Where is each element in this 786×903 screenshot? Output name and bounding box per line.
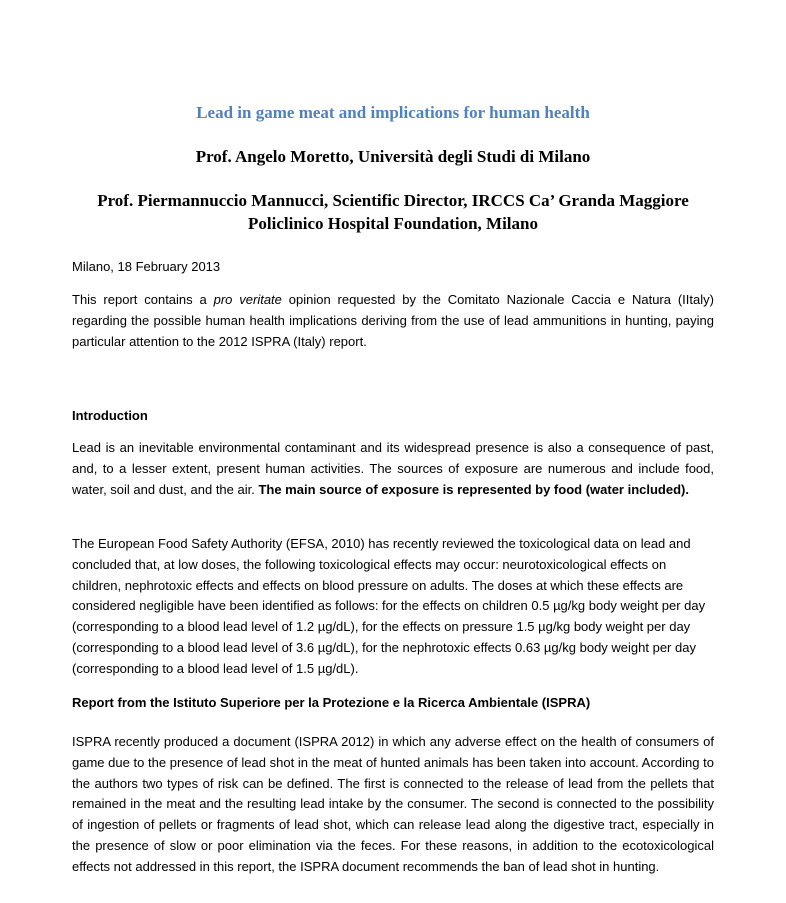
document-title: Lead in game meat and implications for human health <box>196 103 590 122</box>
intro-text-end: opinion requested by the Comitato Nazionale Caccia e Natura (IItaly) regarding the possible human health implications deriving from the use of lead ammunitions in hunting, paying particular attention to the 2012 ISPRA (Italy) report. <box>72 292 714 349</box>
section-heading-introduction: Introduction <box>72 408 148 423</box>
author-line-2-second: Policlinico Hospital Foundation, Milano <box>248 214 538 233</box>
section-heading-ispra: Report from the Istituto Superiore per la Protezione e la Ricerca Ambientale (ISPRA) <box>72 695 591 710</box>
intro-italic: pro veritate <box>213 292 282 307</box>
ispra-paragraph-1: ISPRA recently produced a document (ISPRA 2012) in which any adverse effect on the health of consumers of game due to the presence of lead shot in the meat of hunted animals has been taken into account. According to the authors two types of risk can be defined. The first is connected to the release of lead from the pellets that remained in the meat and the resulting lead intake by the consumer. The second is connected to the possibility of ingestion of pellets or fragments of lead shot, which can release lead along the digestive tract, especially in the presence of slow or poor elimination via the feces. For these reasons, in addition to the ecotoxicological effects not addressed in this report, the ISPRA document recommends the ban of lead shot in hunting. <box>72 734 714 874</box>
intro-text-start: This report contains a <box>72 292 214 307</box>
introduction-paragraph-2: The European Food Safety Authority (EFSA, 2010) has recently reviewed the toxicological data on lead and concluded that, at low doses, the following toxicological effects may occur: neurotoxicological effects on children, nephrotoxic effects and effects on blood pressure on adults. The doses at which these effects are considered negligible have been identified as follows: for the effects on children 0.5 µg/kg body weight per day (corresponding to a blood lead level of 1.2 µg/dL), for the effects on pressure 1.5 µg/kg body weight per day (corresponding to a blood lead level of 3.6 µg/dL), for the nephrotoxic effects 0.63 µg/kg body weight per day (corresponding to a blood lead level of 1.5 µg/dL). <box>72 536 706 676</box>
date-line: Milano, 18 February 2013 <box>72 259 221 274</box>
introduction-paragraph-1 <box>72 438 714 500</box>
intro-paragraph <box>72 290 714 352</box>
paragraph-1-text: Lead is an inevitable environmental contaminant and its widespread presence is also a consequence of past, and, to a lesser extent, present human activities. The sources of exposure are numerous and include food, water, soil and dust, and the air. <box>72 440 714 497</box>
author-line-2-first: Prof. Piermannuccio Mannucci, Scientific Director, IRCCS Ca’ Granda Maggiore <box>97 191 689 210</box>
author-line-2 <box>60 189 726 235</box>
paragraph-1-bold: The main source of exposure is represented by food (water included). <box>258 481 689 497</box>
author-line-1: Prof. Angelo Moretto, Università degli Studi di Milano <box>195 147 591 166</box>
